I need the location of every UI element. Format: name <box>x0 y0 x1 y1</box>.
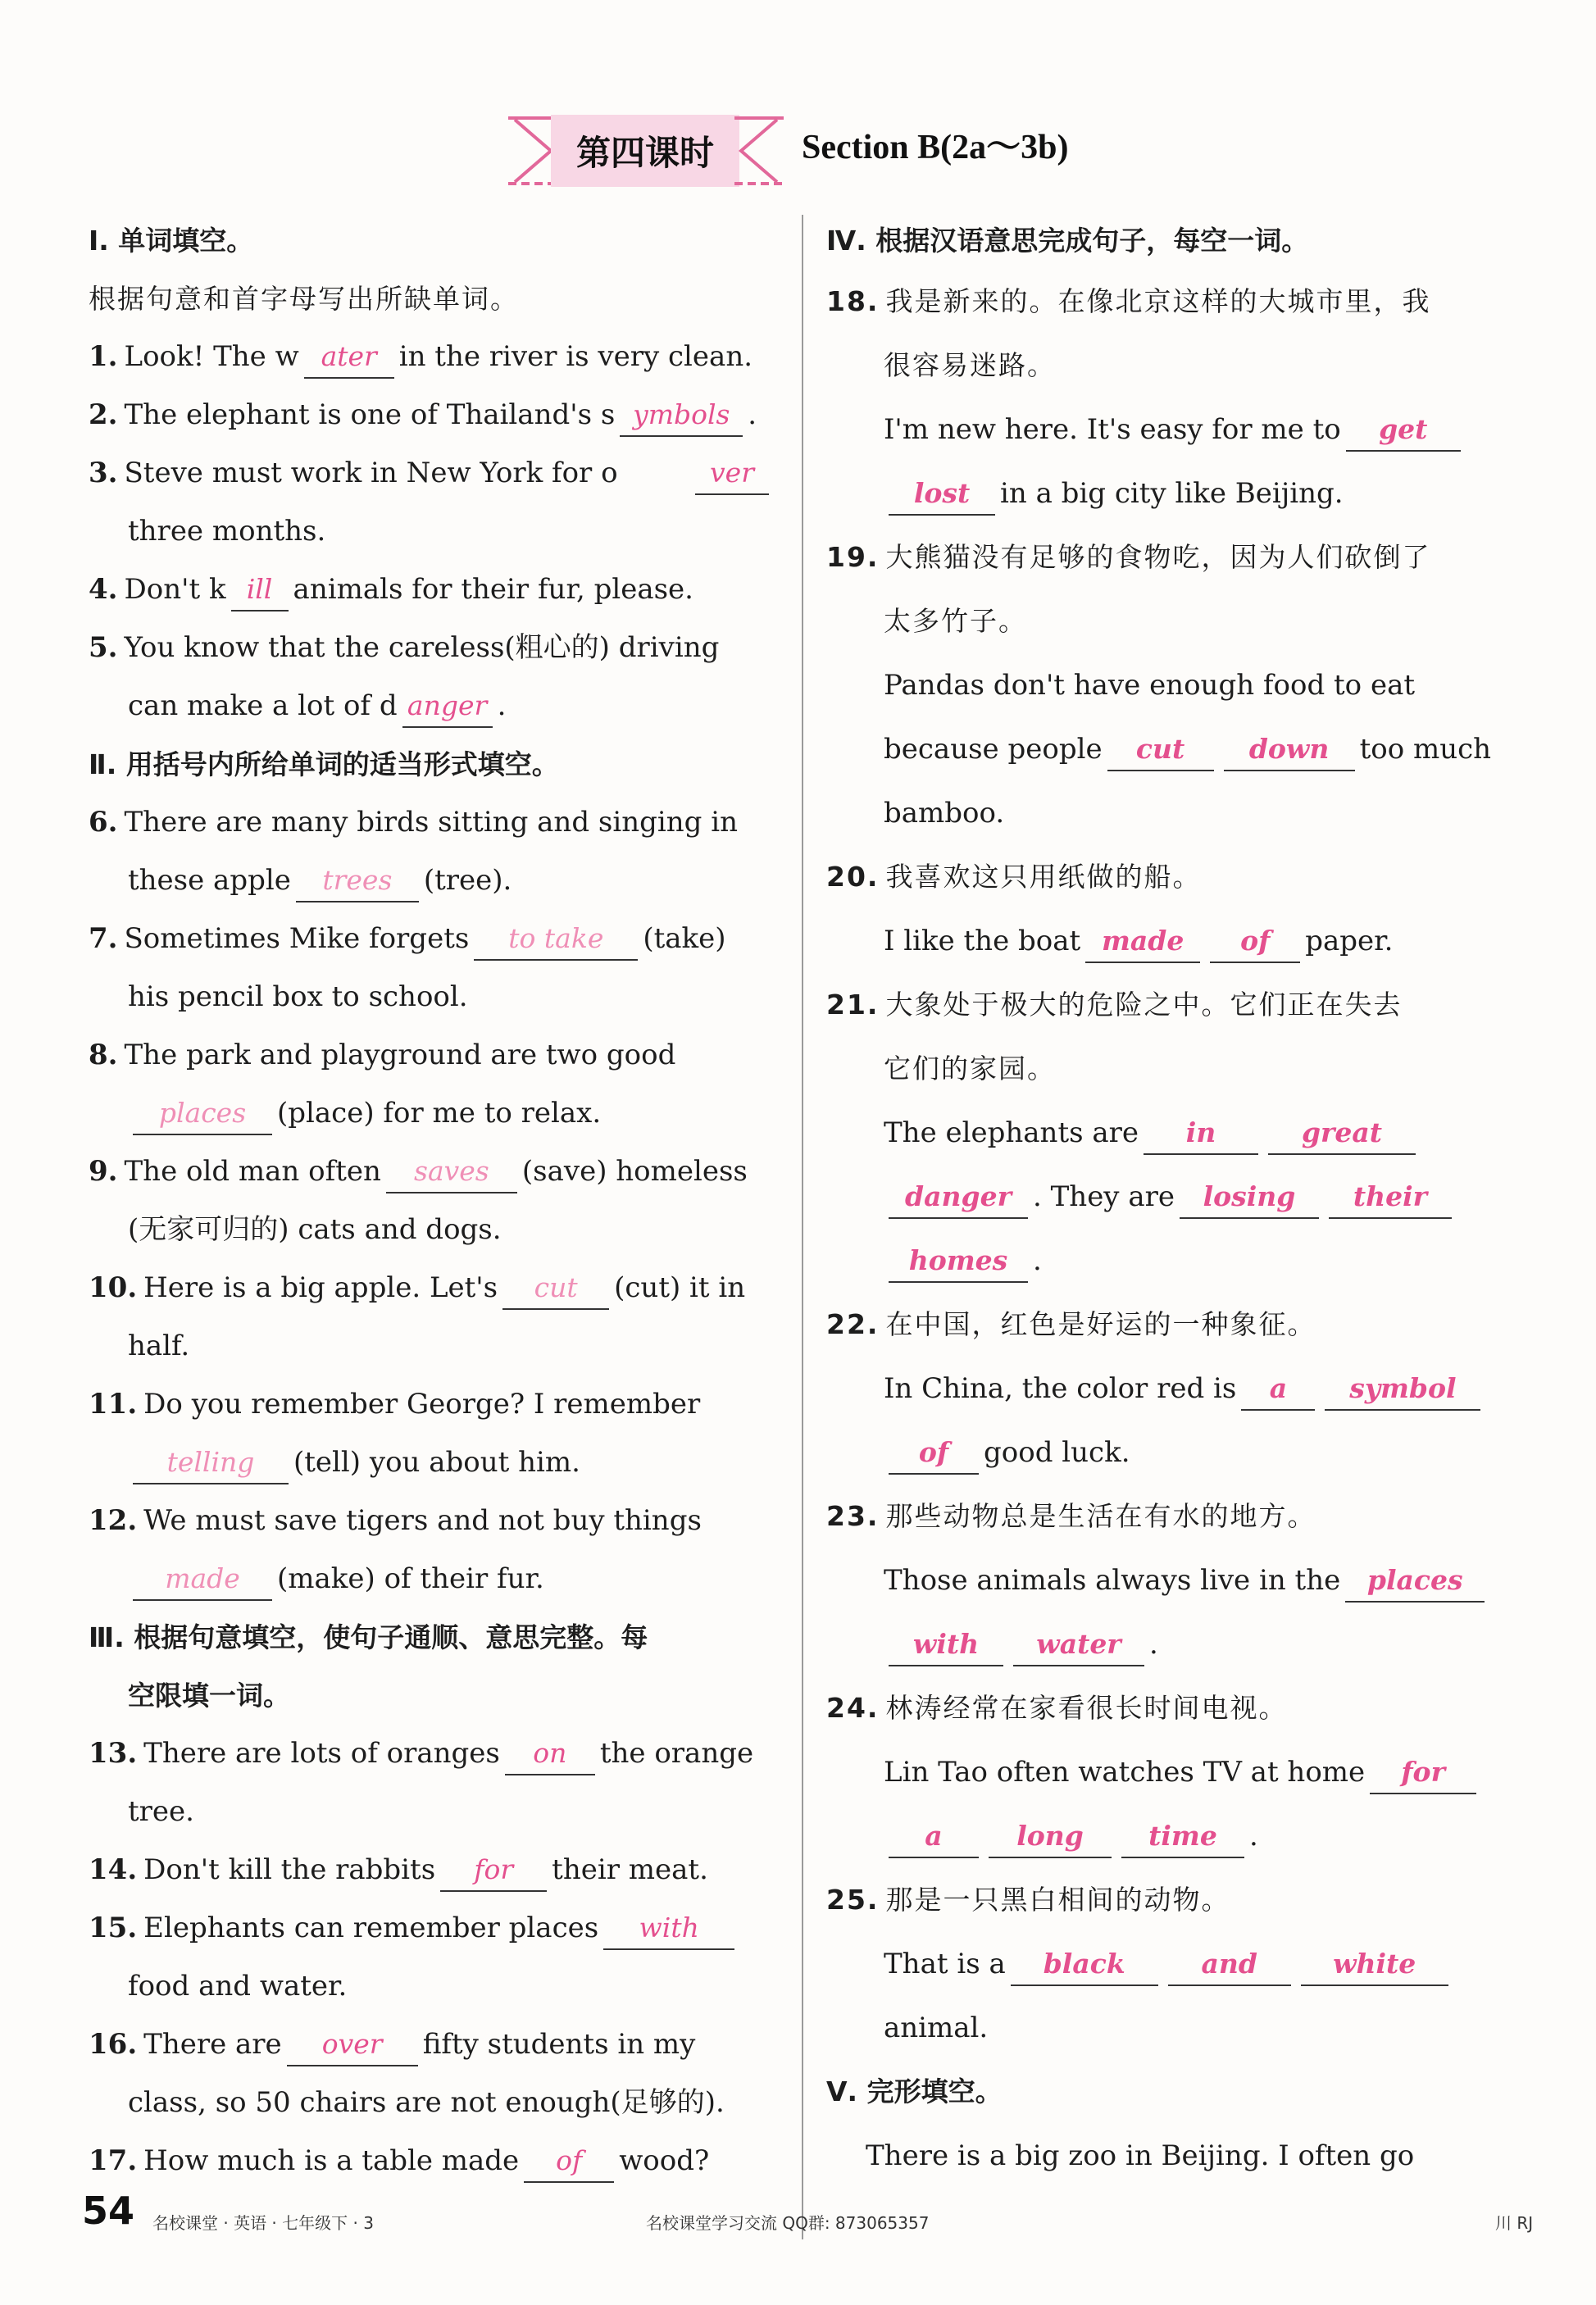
banner-right-chevron-icon <box>734 115 784 187</box>
question-12-cont: made (make) of their fur. <box>89 1550 774 1608</box>
question-15-cont: food and water. <box>128 1970 348 2003</box>
answer-blank[interactable]: made <box>1085 921 1200 963</box>
footer-edition: 川 RJ <box>1495 2213 1534 2233</box>
question-6-cont: these apple trees (tree). <box>89 852 774 910</box>
question-19-en: Pandas don't have enough food to eat <box>884 669 1416 702</box>
answer-blank[interactable]: down <box>1224 729 1355 771</box>
answer-blank[interactable]: get <box>1346 409 1461 452</box>
question-21-zh-cont: 它们的家园。 <box>884 1052 1056 1084</box>
answer-blank[interactable]: on <box>505 1733 595 1775</box>
answer-blank[interactable]: in <box>1144 1112 1258 1155</box>
answer-blank[interactable]: losing <box>1180 1176 1319 1219</box>
question-1: 1. Look! The w ater in the river is very clean. <box>89 328 774 386</box>
answer-blank[interactable]: of <box>1210 921 1300 963</box>
answer-blank[interactable]: over <box>287 2024 418 2066</box>
question-18: 18. 我是新来的。在像北京这样的大城市里，我 <box>826 285 1431 317</box>
answer-blank[interactable]: a <box>1241 1368 1315 1411</box>
question-10-cont: half. <box>128 1330 190 1362</box>
question-8: 8. The park and playground are two good <box>89 1039 676 1071</box>
answer-blank[interactable]: places <box>133 1093 272 1135</box>
answer-blank[interactable]: ater <box>304 336 394 379</box>
answer-blank[interactable]: long <box>989 1816 1112 1858</box>
question-13: 13. There are lots of oranges on the orange <box>89 1725 774 1783</box>
answer-blank[interactable]: their <box>1329 1176 1452 1219</box>
answer-blank[interactable]: water <box>1013 1624 1144 1666</box>
answer-blank[interactable]: saves <box>386 1151 517 1193</box>
question-24-en: Lin Tao often watches TV at home for <box>826 1740 1507 1804</box>
answer-blank[interactable]: and <box>1168 1944 1291 1986</box>
question-25-en: That is a black and white <box>826 1932 1507 1996</box>
question-19-zh-cont: 太多竹子。 <box>884 605 1027 637</box>
question-16: 16. There are over fifty students in my <box>89 2016 774 2074</box>
question-18-zh-cont: 很容易迷路。 <box>884 349 1056 381</box>
question-3-cont: three months. <box>128 515 326 548</box>
question-25-en-cont: animal. <box>884 2012 989 2044</box>
answer-blank[interactable]: anger <box>402 685 493 728</box>
answer-blank[interactable]: ymbols <box>620 394 743 437</box>
answer-blank[interactable]: black <box>1011 1944 1158 1986</box>
question-9: 9. The old man often saves (save) homeless <box>89 1143 774 1201</box>
answer-blank[interactable]: made <box>133 1558 272 1601</box>
question-19-en-cont: because people cut down too much <box>826 717 1507 781</box>
page-number: 54 <box>82 2189 135 2233</box>
question-23-en: Those animals always live in the places <box>826 1548 1507 1612</box>
answer-blank[interactable]: danger <box>889 1176 1028 1219</box>
footer-qq: 名校课堂学习交流 QQ群: 873065357 <box>646 2213 930 2233</box>
question-8-cont: places (place) for me to relax. <box>89 1084 774 1143</box>
answer-blank[interactable]: for <box>1370 1752 1476 1794</box>
answer-blank[interactable]: trees <box>296 860 419 902</box>
answer-blank[interactable]: ver <box>695 452 769 495</box>
right-column <box>826 211 1507 2188</box>
answer-blank[interactable]: white <box>1301 1944 1448 1986</box>
answer-blank[interactable]: with <box>889 1624 1003 1666</box>
question-5-cont: can make a lot of d anger . <box>89 677 774 735</box>
part3-title-cont: 空限填一词。 <box>128 1680 290 1712</box>
answer-blank[interactable]: places <box>1345 1560 1485 1603</box>
question-23-en-cont: with water . <box>826 1612 1507 1676</box>
question-16-cont: class, so 50 chairs are not enough(足够的). <box>128 2086 725 2119</box>
answer-blank[interactable]: cut <box>1107 729 1214 771</box>
question-21-en: The elephants are in great <box>826 1101 1507 1165</box>
question-11: 11. Do you remember George? I remember <box>89 1388 701 1421</box>
question-12: 12. We must save tigers and not buy things <box>89 1504 702 1537</box>
footer-book: 名校课堂 · 英语 · 七年级下 · 3 <box>152 2213 374 2233</box>
lesson-banner: 第四课时 <box>551 115 739 187</box>
question-11-cont: telling (tell) you about him. <box>89 1434 774 1492</box>
answer-blank[interactable]: cut <box>502 1267 609 1310</box>
part1-title: Ⅰ. 单词填空。 <box>89 225 254 257</box>
column-divider <box>802 215 803 2239</box>
part4-title: Ⅳ. 根据汉语意思完成句子，每空一词。 <box>826 225 1309 257</box>
question-20-en: I like the boat made of paper. <box>826 909 1507 973</box>
question-14: 14. Don't kill the rabbits for their meat. <box>89 1841 774 1899</box>
answer-blank[interactable]: a <box>889 1816 979 1858</box>
question-5: 5. You know that the careless(粗心的) driving <box>89 631 720 664</box>
question-22-en-cont: of good luck. <box>826 1421 1507 1484</box>
question-20: 20. 我喜欢这只用纸做的船。 <box>826 861 1202 893</box>
question-10: 10. Here is a big apple. Let's cut (cut) it in <box>89 1259 774 1317</box>
answer-blank[interactable]: ill <box>231 569 289 611</box>
answer-blank[interactable]: of <box>524 2140 614 2183</box>
section-title: Section B(2a～3b) <box>802 129 1069 166</box>
question-25: 25. 那是一只黑白相间的动物。 <box>826 1884 1230 1916</box>
question-7: 7. Sometimes Mike forgets to take (take) <box>89 910 774 968</box>
question-9-cont: (无家可归的) cats and dogs. <box>128 1213 502 1246</box>
question-17: 17. How much is a table made of wood? <box>89 2132 774 2190</box>
answer-blank[interactable]: time <box>1121 1816 1244 1858</box>
question-6: 6. There are many birds sitting and singing in <box>89 806 738 839</box>
question-18-en-cont: lost in a big city like Beijing. <box>826 461 1507 525</box>
question-7-cont: his pencil box to school. <box>128 980 468 1013</box>
answer-blank[interactable]: homes <box>889 1240 1028 1283</box>
part3-title: Ⅲ. 根据句意填空，使句子通顺、意思完整。每 <box>89 1621 648 1653</box>
question-24: 24. 林涛经常在家看很长时间电视。 <box>826 1692 1288 1724</box>
part1-instruction: 根据句意和首字母写出所缺单词。 <box>89 283 519 315</box>
question-3: 3. Steve must work in New York for o ver <box>89 444 774 502</box>
question-21-en-end: homes . <box>826 1229 1507 1293</box>
question-13-cont: tree. <box>128 1795 194 1828</box>
question-19-en-end: bamboo. <box>884 797 1005 830</box>
question-22-en: In China, the color red is a symbol <box>826 1357 1507 1421</box>
question-24-en-cont: a long time . <box>826 1804 1507 1868</box>
answer-blank[interactable]: great <box>1268 1112 1416 1155</box>
question-18-en: I'm new here. It's easy for me to get <box>826 398 1507 461</box>
banner-left-chevron-icon <box>508 115 557 187</box>
question-23: 23. 那些动物总是生活在有水的地方。 <box>826 1500 1316 1532</box>
question-15: 15. Elephants can remember places with <box>89 1899 774 1957</box>
answer-blank[interactable]: for <box>440 1849 547 1892</box>
answer-blank[interactable]: symbol <box>1325 1368 1480 1411</box>
answer-blank[interactable]: lost <box>889 473 995 516</box>
question-22: 22. 在中国，红色是好运的一种象征。 <box>826 1308 1316 1340</box>
answer-blank[interactable]: of <box>889 1432 979 1475</box>
cloze-text: There is a big zoo in Beijing. I often go <box>866 2139 1415 2172</box>
question-2: 2. The elephant is one of Thailand's s ymbols . <box>89 386 774 444</box>
part2-title: Ⅱ. 用括号内所给单词的适当形式填空。 <box>89 748 559 780</box>
answer-blank[interactable]: telling <box>133 1442 289 1484</box>
answer-blank[interactable]: with <box>603 1907 734 1950</box>
question-4: 4. Don't k ill animals for their fur, please. <box>89 561 774 619</box>
question-19: 19. 大熊猫没有足够的食物吃，因为人们砍倒了 <box>826 541 1431 573</box>
left-column <box>89 211 774 2190</box>
part5-title: Ⅴ. 完形填空。 <box>826 2075 1003 2107</box>
question-21-en-cont: danger . They are losing their <box>826 1165 1507 1229</box>
answer-blank[interactable]: to take <box>474 918 638 961</box>
question-21: 21. 大象处于极大的危险之中。它们正在失去 <box>826 989 1403 1021</box>
